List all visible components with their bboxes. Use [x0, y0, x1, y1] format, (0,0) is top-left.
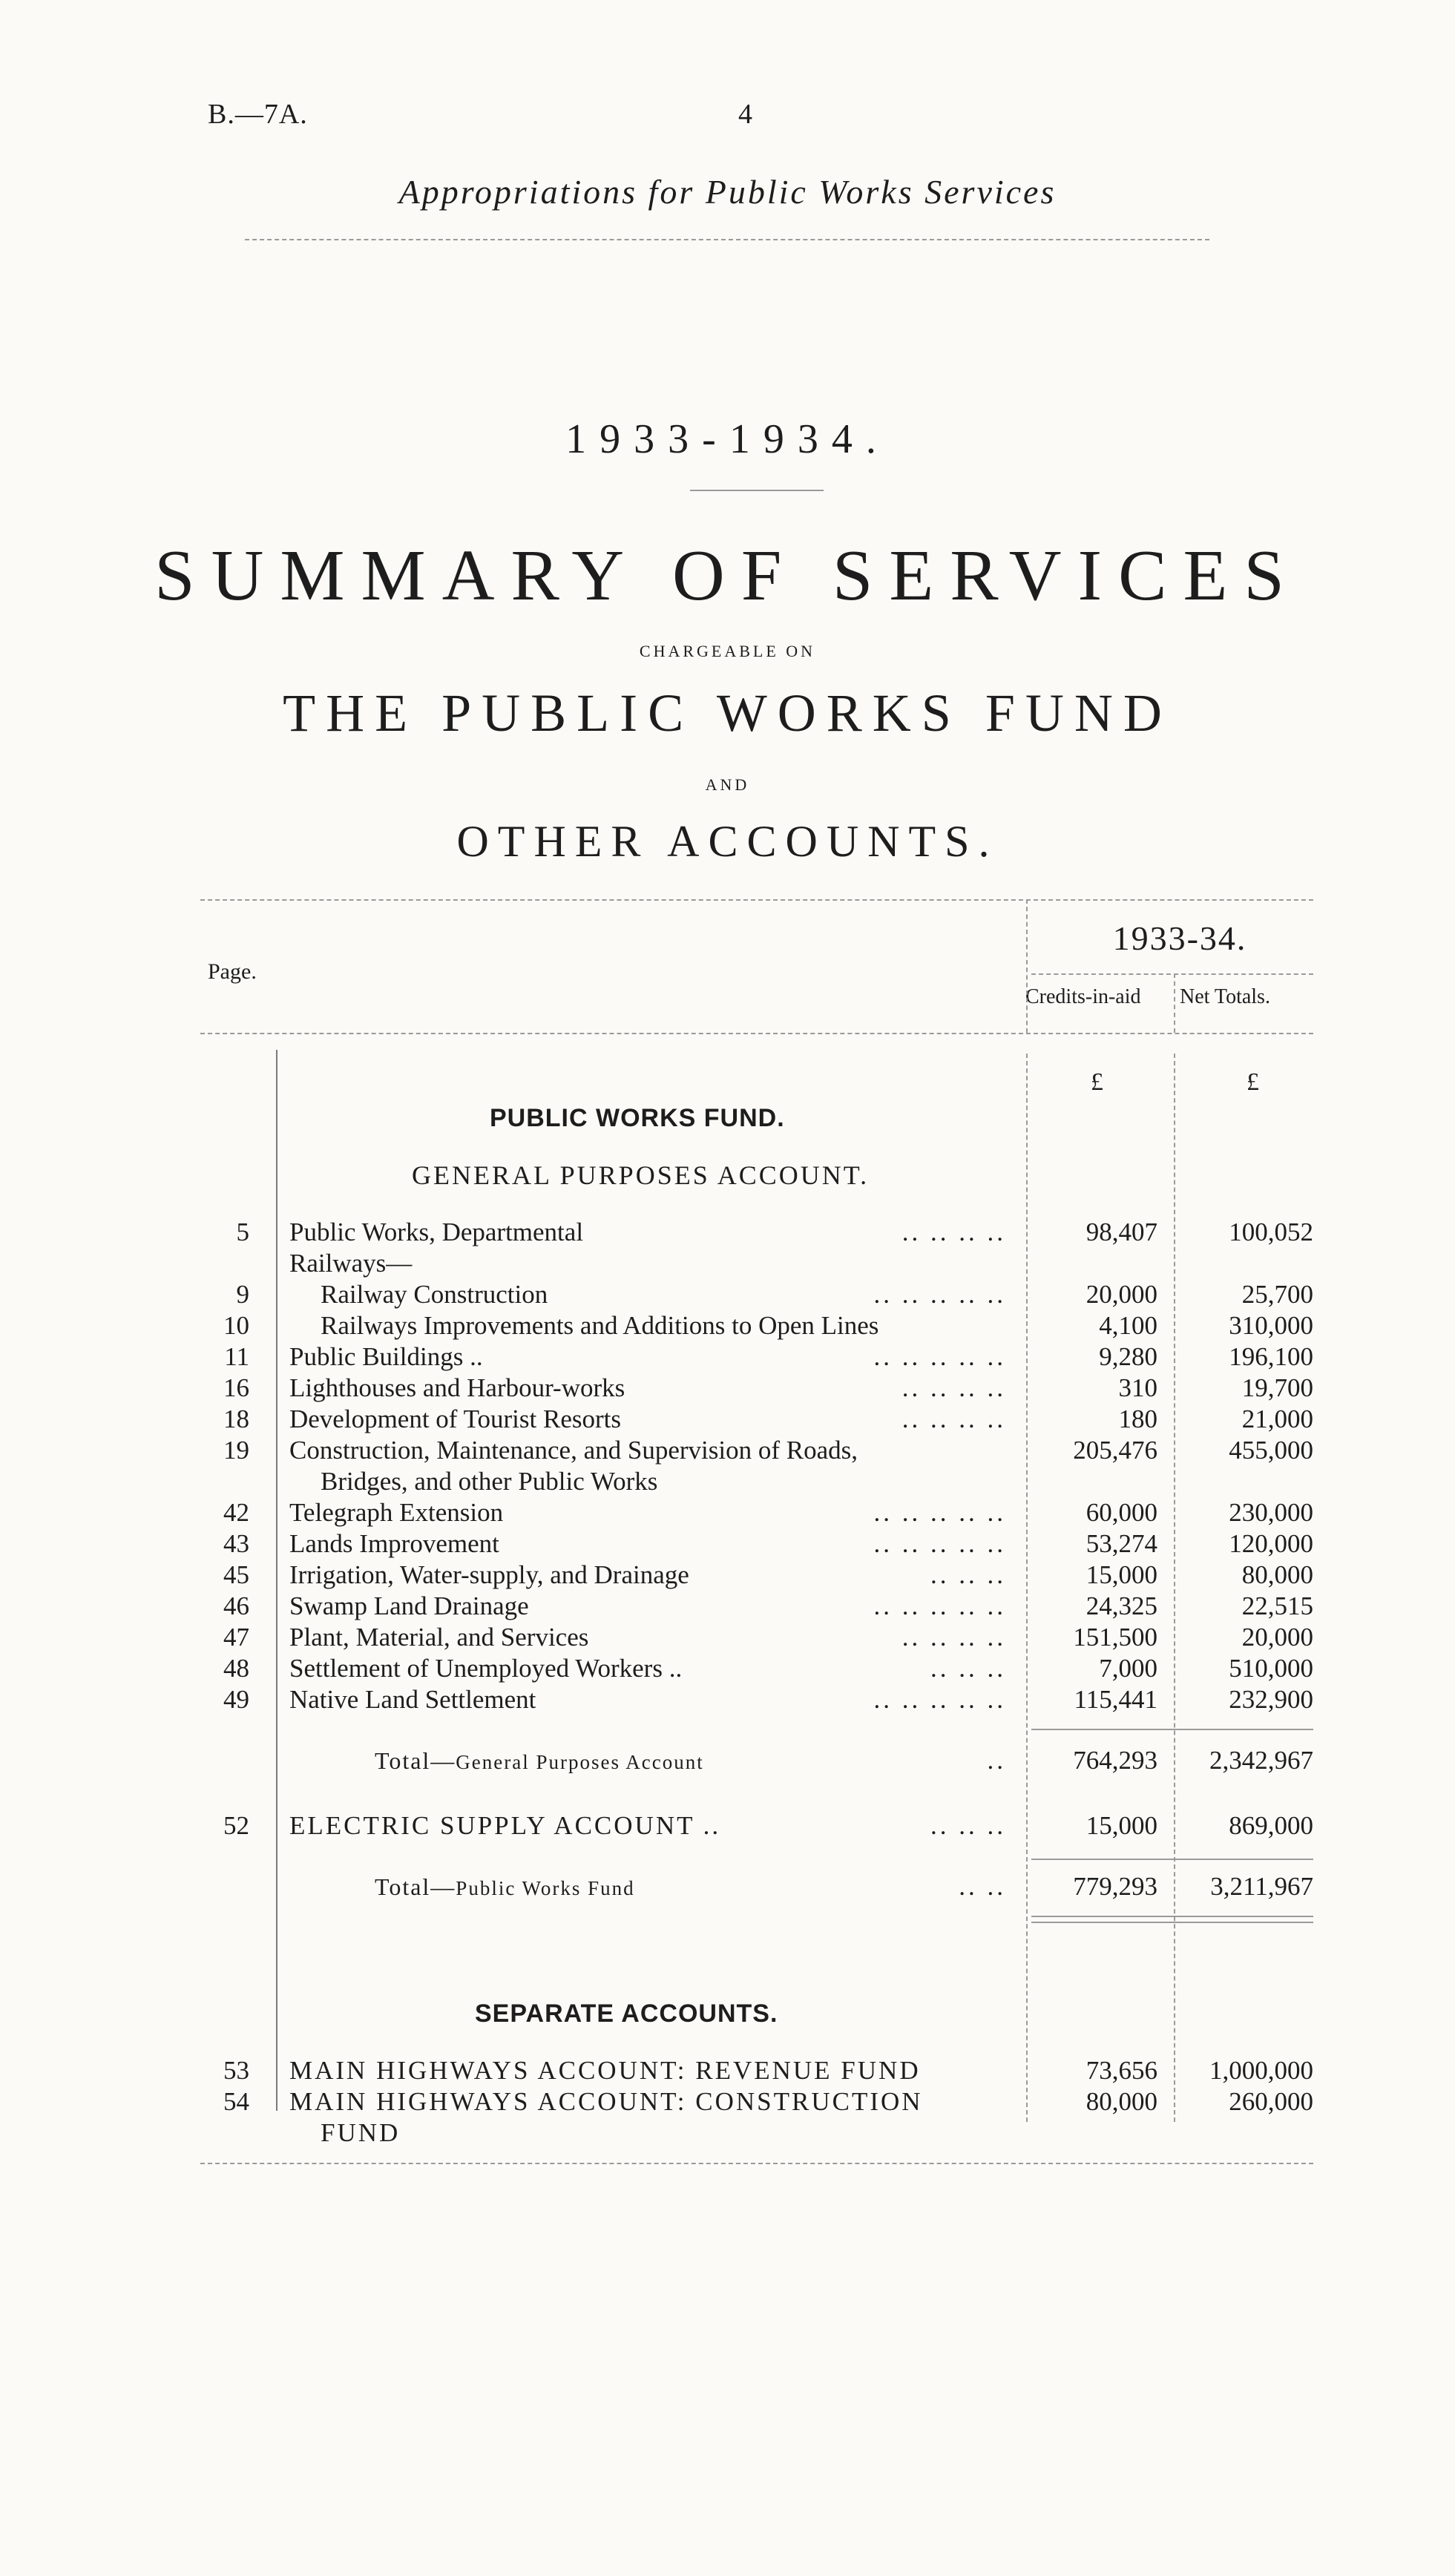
row-page: 53 — [223, 2056, 249, 2085]
row-description: Lighthouses and Harbour-works .. .. .. .. — [289, 1373, 1006, 1402]
row-credits: 9,280 — [1099, 1342, 1157, 1371]
header-divider — [245, 239, 1209, 240]
row-net: 232,900 — [1229, 1685, 1313, 1714]
row-credits: 205,476 — [1073, 1436, 1157, 1465]
net-column-header: Net Totals. — [1180, 985, 1270, 1008]
table-row — [0, 1653, 1455, 1684]
row-page: 46 — [223, 1591, 249, 1620]
year-subrule — [1031, 973, 1313, 975]
year-column-header: 1933-34. — [1112, 919, 1247, 957]
row-description: Lands Improvement .. .. .. .. .. — [289, 1529, 1006, 1558]
row-net: 21,000 — [1241, 1404, 1313, 1433]
table-row — [0, 1217, 1455, 1248]
row-description: MAIN HIGHWAYS ACCOUNT: REVENUE FUND — [289, 2056, 921, 2085]
total-net: 2,342,967 — [1209, 1746, 1313, 1775]
row-description: Telegraph Extension .. .. .. .. .. — [289, 1498, 1006, 1527]
double-rule-bottom — [1031, 1922, 1313, 1923]
currency-net: £ — [1247, 1068, 1259, 1096]
total-credits: 764,293 — [1073, 1746, 1157, 1775]
table-row — [0, 1248, 1455, 1279]
row-credits: 180 — [1118, 1404, 1157, 1433]
row-page: 19 — [223, 1436, 249, 1465]
row-credits: 60,000 — [1085, 1498, 1157, 1527]
row-credits: 15,000 — [1085, 1811, 1157, 1840]
row-page: 45 — [223, 1560, 249, 1589]
row-description: Development of Tourist Resorts .. .. .. .. — [289, 1404, 1006, 1433]
row-net: 230,000 — [1229, 1498, 1313, 1527]
row-credits: 20,000 — [1085, 1280, 1157, 1309]
row-page: 9 — [236, 1280, 249, 1309]
table-row — [0, 1684, 1455, 1715]
running-title: Appropriations for Public Works Services — [398, 173, 1057, 211]
subsection-general-purposes: GENERAL PURPOSES ACCOUNT. — [412, 1160, 870, 1190]
table-header-rule — [200, 1033, 1313, 1034]
table-row — [0, 1435, 1455, 1466]
row-net: 310,000 — [1229, 1311, 1313, 1340]
fund-title: THE PUBLIC WORKS FUND — [283, 683, 1172, 743]
table-row — [0, 1622, 1455, 1653]
row-page: 18 — [223, 1404, 249, 1433]
row-credits: 4,100 — [1099, 1311, 1157, 1340]
row-description: Native Land Settlement .. .. .. .. .. — [289, 1685, 1006, 1714]
section-public-works-fund: PUBLIC WORKS FUND. — [490, 1104, 785, 1132]
row-page: 47 — [223, 1623, 249, 1652]
total-credits: 779,293 — [1073, 1872, 1157, 1901]
table-row — [0, 1466, 1455, 1497]
row-net: 1,000,000 — [1209, 2056, 1313, 2085]
row-description: Swamp Land Drainage .. .. .. .. .. — [289, 1591, 1006, 1620]
row-page: 11 — [224, 1342, 249, 1371]
row-page: 52 — [223, 1811, 249, 1840]
summary-title: SUMMARY OF SERVICES — [154, 536, 1301, 616]
page-number: 4 — [738, 99, 752, 130]
row-description: Public Buildings .. .. .. .. .. .. — [289, 1342, 1006, 1371]
electric-supply-row — [0, 1810, 1455, 1841]
total-net: 3,211,967 — [1210, 1872, 1313, 1901]
row-description: Irrigation, Water-supply, and Drainage .. .. .. — [289, 1560, 1006, 1589]
col-divider-header-left — [1026, 899, 1028, 1033]
document-reference: B.—7A. — [208, 99, 308, 130]
total-label: Total—General Purposes Account .. — [375, 1746, 1006, 1775]
row-description: Railway Construction .. .. .. .. .. — [321, 1280, 1006, 1309]
chargeable-on: CHARGEABLE ON — [639, 642, 816, 660]
table-top-rule — [200, 899, 1313, 901]
table-row — [0, 2086, 1455, 2149]
row-credits: 80,000 — [1085, 2087, 1157, 2116]
table-row — [0, 1310, 1455, 1341]
total-general-purposes-row — [0, 1745, 1455, 1776]
row-net: 869,000 — [1229, 1811, 1313, 1840]
page-column-header: Page. — [208, 959, 257, 984]
row-page: 54 — [223, 2087, 249, 2116]
row-net: 196,100 — [1229, 1342, 1313, 1371]
row-credits: 151,500 — [1073, 1623, 1157, 1652]
row-credits: 53,274 — [1085, 1529, 1157, 1558]
row-net: 455,000 — [1229, 1436, 1313, 1465]
row-page: 48 — [223, 1654, 249, 1683]
table-row — [0, 1591, 1455, 1622]
row-credits: 73,656 — [1085, 2056, 1157, 2085]
row-net: 120,000 — [1229, 1529, 1313, 1558]
row-page: 43 — [223, 1529, 249, 1558]
row-description: MAIN HIGHWAYS ACCOUNT: CONSTRUCTION — [289, 2087, 923, 2116]
financial-year: 1933-1934. — [565, 416, 890, 462]
row-page: 16 — [223, 1373, 249, 1402]
currency-credits: £ — [1091, 1068, 1103, 1096]
table-bottom-rule — [200, 2163, 1313, 2164]
section-separate-accounts: SEPARATE ACCOUNTS. — [475, 2000, 778, 2028]
row-page: 5 — [236, 1218, 249, 1246]
row-net: 510,000 — [1229, 1654, 1313, 1683]
row-description: Public Works, Departmental .. .. .. .. — [289, 1218, 1006, 1246]
table-row — [0, 1560, 1455, 1591]
double-rule-top — [1031, 1916, 1313, 1917]
row-page: 42 — [223, 1498, 249, 1527]
table-row — [0, 1497, 1455, 1528]
col-divider-header-mid — [1174, 973, 1175, 1033]
row-description-continued: FUND — [321, 2118, 401, 2147]
row-credits: 7,000 — [1099, 1654, 1157, 1683]
credits-column-header: Credits-in-aid — [1025, 985, 1141, 1008]
row-credits: 24,325 — [1085, 1591, 1157, 1620]
row-net: 80,000 — [1241, 1560, 1313, 1589]
row-description: Railways Improvements and Additions to Open Lines — [321, 1311, 879, 1340]
and-connector: AND — [705, 775, 750, 794]
other-accounts-title: OTHER ACCOUNTS. — [456, 817, 999, 866]
row-description: ELECTRIC SUPPLY ACCOUNT .. .. .. .. — [289, 1811, 1006, 1840]
year-underline — [690, 490, 824, 491]
total-rule — [1031, 1859, 1313, 1860]
row-page: 49 — [223, 1685, 249, 1714]
table-row — [0, 1404, 1455, 1435]
row-credits: 310 — [1118, 1373, 1157, 1402]
row-net: 100,052 — [1229, 1218, 1313, 1246]
row-net: 20,000 — [1241, 1623, 1313, 1652]
table-row — [0, 1528, 1455, 1560]
row-net: 25,700 — [1241, 1280, 1313, 1309]
row-net: 22,515 — [1241, 1591, 1313, 1620]
row-description: Plant, Material, and Services .. .. .. .. — [289, 1623, 1006, 1652]
subtotal-rule — [1031, 1729, 1313, 1730]
row-description: Settlement of Unemployed Workers .. .. .. .. — [289, 1654, 1006, 1683]
table-row — [0, 1279, 1455, 1310]
row-credits: 98,407 — [1085, 1218, 1157, 1246]
row-credits: 15,000 — [1085, 1560, 1157, 1589]
row-credits: 115,441 — [1074, 1685, 1157, 1714]
row-description: Construction, Maintenance, and Supervision of Roads, — [289, 1436, 858, 1465]
row-description-continued: Bridges, and other Public Works — [321, 1467, 658, 1496]
row-net: 19,700 — [1241, 1373, 1313, 1402]
total-public-works-fund-row — [0, 1871, 1455, 1902]
row-description: Railways— — [289, 1249, 413, 1278]
row-net: 260,000 — [1229, 2087, 1313, 2116]
table-row — [0, 2055, 1455, 2086]
total-label: Total—Public Works Fund .. .. — [375, 1872, 1006, 1901]
table-row — [0, 1373, 1455, 1404]
table-row — [0, 1341, 1455, 1373]
row-page: 10 — [223, 1311, 249, 1340]
